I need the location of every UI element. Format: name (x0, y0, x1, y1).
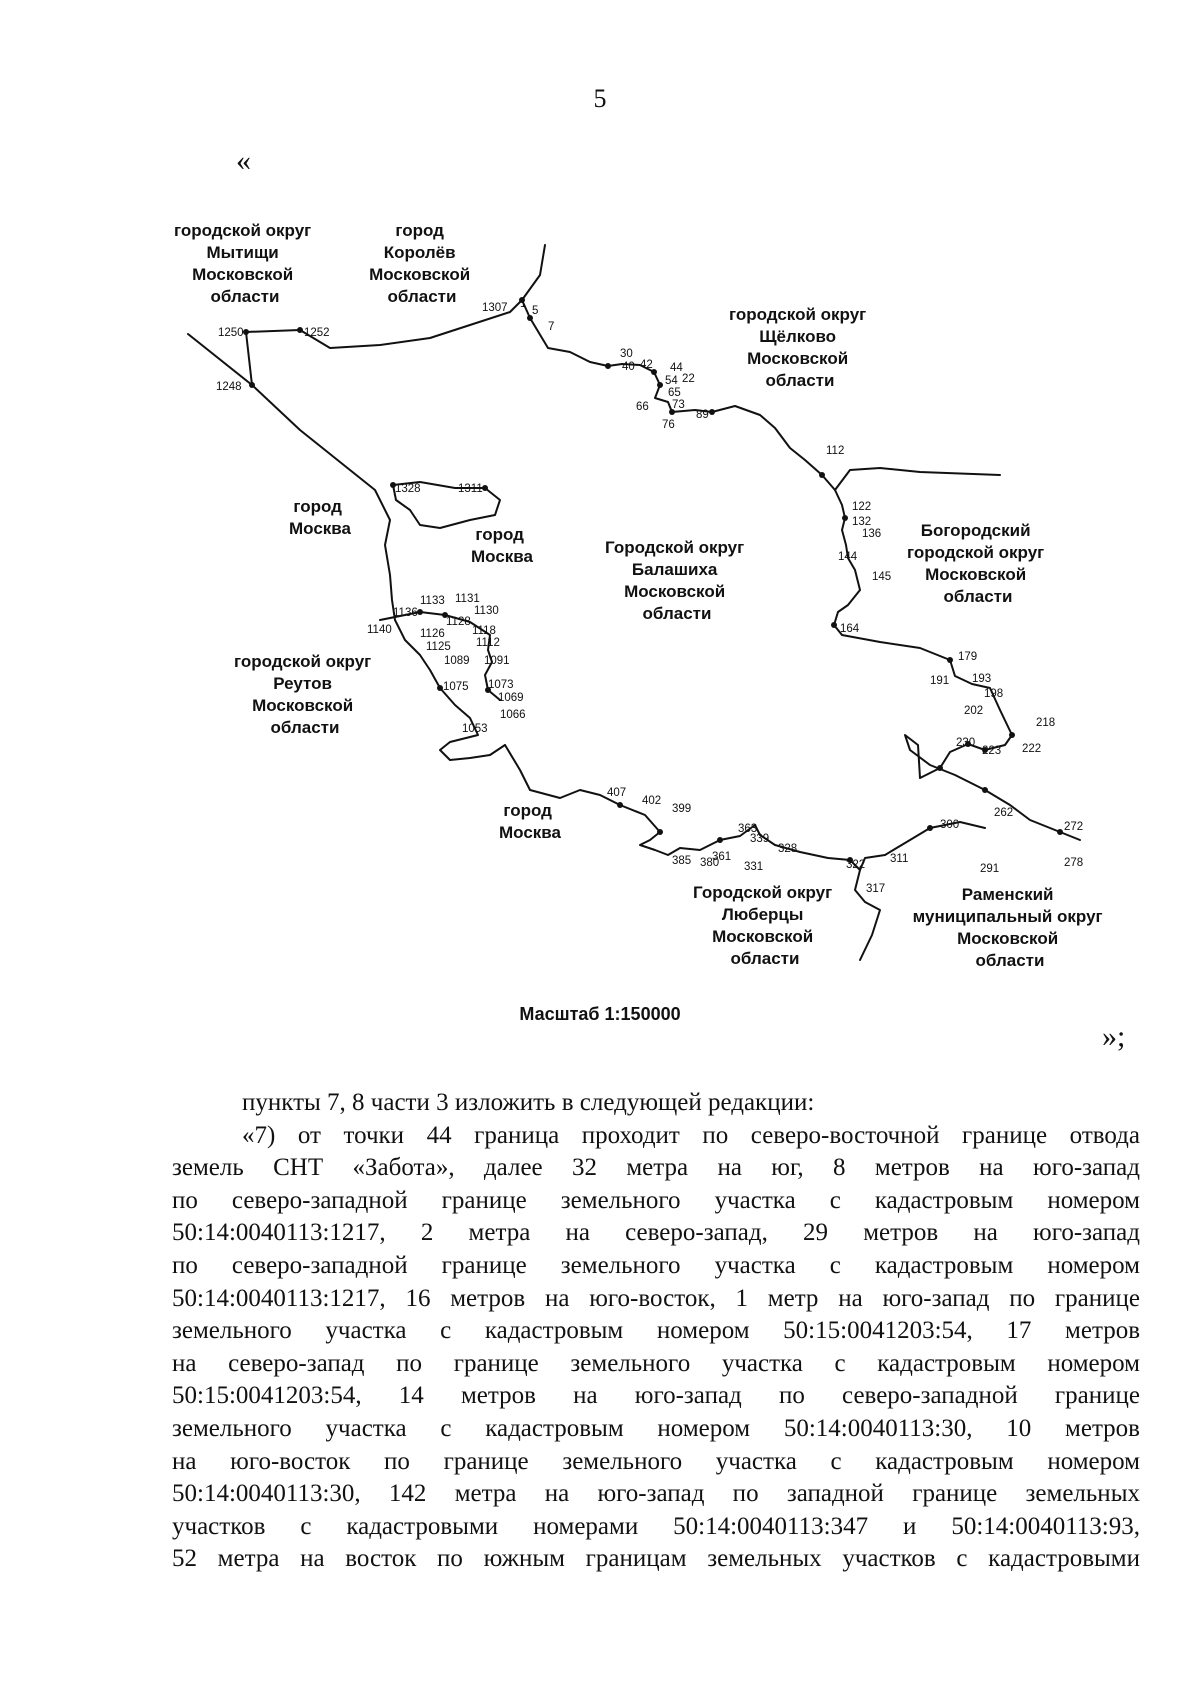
point-label: 272 (1064, 821, 1084, 833)
label-shchelkovo: городской округ Щёлково Московской области (729, 305, 867, 390)
point-label: 202 (964, 705, 984, 717)
boundary-ne-spur (835, 468, 1000, 490)
point-label: 1252 (304, 327, 330, 339)
text-line: по северо-западной границе земельного участка с кадастровым номером (172, 1186, 1140, 1214)
point-label: 1069 (498, 692, 524, 704)
point-label: 339 (750, 833, 770, 845)
text-line: пункты 7, 8 части 3 изложить в следующей редакции: (242, 1089, 815, 1116)
text-line: на северо-запад по границе земельного участка с кадастровым номером (172, 1349, 1140, 1377)
point-label: 73 (672, 399, 685, 411)
point-label: 363 (738, 823, 758, 835)
text-line: земель СНТ «Забота», далее 32 метра на юг, 8 метров на юго-запад (172, 1154, 1140, 1182)
label-lyubertsy: Городской округ Люберцы Московской области (693, 883, 833, 968)
point-label: 399 (672, 803, 692, 815)
point-label: 136 (862, 528, 882, 540)
point-label: 402 (642, 795, 662, 807)
point-label: 1 (520, 298, 527, 310)
text-line: 50:14:0040113:1217, 16 метров на юго-восток, 1 метр на юго-запад по границе (172, 1284, 1140, 1312)
point-label: 193 (972, 673, 992, 685)
point-label: 1140 (367, 624, 392, 636)
point-label: 1073 (488, 679, 514, 691)
map-scale: Масштаб 1:150000 (519, 1004, 681, 1024)
text-line: «7) от точки 44 граница проходит по северо-восточной границе отвода (242, 1121, 1140, 1149)
point-label: 222 (1022, 743, 1042, 755)
point-label: 1053 (462, 723, 488, 735)
point-label: 1075 (443, 681, 469, 693)
point-label: 300 (940, 819, 960, 831)
closing-quote: »; (1102, 1020, 1126, 1053)
point-label: 44 (670, 362, 683, 374)
point-label: 122 (852, 501, 872, 513)
point-label: 198 (984, 688, 1004, 700)
point-label: 1248 (216, 381, 242, 393)
label-moskva-south: город Москва (499, 801, 561, 842)
point-label: 317 (866, 883, 886, 895)
point-label: 132 (852, 516, 872, 528)
text-line: на юго-восток по границе земельного участка с кадастровым номером (172, 1447, 1140, 1475)
boundary-north (188, 300, 835, 490)
text-line: земельного участка с кадастровым номером 50:15:0041203:54, 17 метров (172, 1317, 1140, 1345)
point-label: 311 (890, 853, 909, 865)
text-line: 50:14:0040113:30, 142 метра на юго-запад по западной границе земельных (172, 1480, 1140, 1508)
text-line: 50:15:0041203:54, 14 метров на юго-запад по северо-западной границе (172, 1382, 1140, 1410)
point-label: 7 (548, 321, 555, 333)
point-label: 1091 (484, 655, 510, 667)
point-label: 40 (622, 361, 635, 373)
text-line: 52 метра на восток по южным границам земельных участков с кадастровыми (172, 1545, 1140, 1573)
label-moskva-west: город Москва (289, 497, 351, 538)
body-text (172, 1087, 1140, 1576)
label-moskva-enclave: город Москва (471, 525, 533, 566)
point-label: 1066 (500, 709, 526, 721)
point-label: 1307 (482, 302, 508, 314)
point-label: 30 (620, 348, 633, 360)
point-label: 1136 (393, 607, 418, 619)
label-ramensky: Раменский муниципальный округ Московской области (912, 885, 1103, 970)
point-label: 22 (682, 373, 695, 385)
point-label: 1125 (426, 641, 451, 653)
point-label: 278 (1064, 857, 1084, 869)
point-label: 66 (636, 401, 649, 413)
point-label: 145 (872, 571, 892, 583)
point-label: 223 (982, 745, 1002, 757)
point-label: 144 (838, 551, 858, 563)
point-label: 1250 (218, 327, 244, 339)
point-label: 112 (826, 445, 845, 457)
point-label: 385 (672, 855, 692, 867)
point-label: 1112 (476, 637, 500, 649)
point-label: 1133 (420, 595, 445, 607)
label-korolev: город Королёв Московской области (369, 221, 471, 306)
point-label: 1130 (474, 605, 499, 617)
point-label: 1118 (472, 625, 496, 637)
point-label: 1311 (458, 483, 483, 495)
point-label: 407 (607, 787, 627, 799)
point-label: 1131 (455, 593, 480, 605)
point-label: 5 (532, 305, 539, 317)
page-number: 5 (593, 84, 607, 113)
label-reutov: городской округ Реутов Московской области (234, 652, 372, 737)
point-label: 1328 (395, 483, 421, 495)
point-label: 42 (640, 359, 653, 371)
point-label: 291 (980, 863, 1000, 875)
point-label: 1126 (420, 628, 445, 640)
point-label: 54 (665, 375, 678, 387)
point-label: 76 (662, 419, 675, 431)
point-label: 89 (696, 409, 709, 421)
point-label: 322 (846, 859, 866, 871)
text-line: 50:14:0040113:1217, 2 метра на северо-запад, 29 метров на юго-запад (172, 1219, 1140, 1247)
point-label: 1128 (446, 616, 471, 628)
point-label: 164 (840, 623, 860, 635)
opening-quote: « (236, 144, 251, 177)
point-label: 191 (930, 675, 950, 687)
label-bogorodsky: Богородский городской округ Московской области (907, 521, 1045, 606)
point-label: 380 (700, 857, 720, 869)
label-mytishchi: городской округ Мытищи Московской области (174, 221, 312, 306)
point-label: 230 (956, 737, 976, 749)
point-label: 179 (958, 651, 978, 663)
text-line: по северо-западной границе земельного участка с кадастровым номером (172, 1251, 1140, 1279)
point-label: 1089 (444, 655, 470, 667)
point-label: 361 (712, 851, 732, 863)
label-balashikha: Городской округ Балашиха Московской области (605, 538, 745, 623)
text-line: участков с кадастровыми номерами 50:14:0040113:347 и 50:14:0040113:93, (172, 1512, 1140, 1540)
point-label: 65 (668, 387, 681, 399)
point-label: 328 (778, 843, 798, 855)
point-label: 262 (994, 807, 1014, 819)
boundary-north-spur (522, 245, 545, 300)
point-label: 331 (744, 861, 764, 873)
text-line: земельного участка с кадастровым номером 50:14:0040113:30, 10 метров (172, 1414, 1140, 1442)
point-label: 218 (1036, 717, 1056, 729)
boundary-south (505, 745, 985, 870)
